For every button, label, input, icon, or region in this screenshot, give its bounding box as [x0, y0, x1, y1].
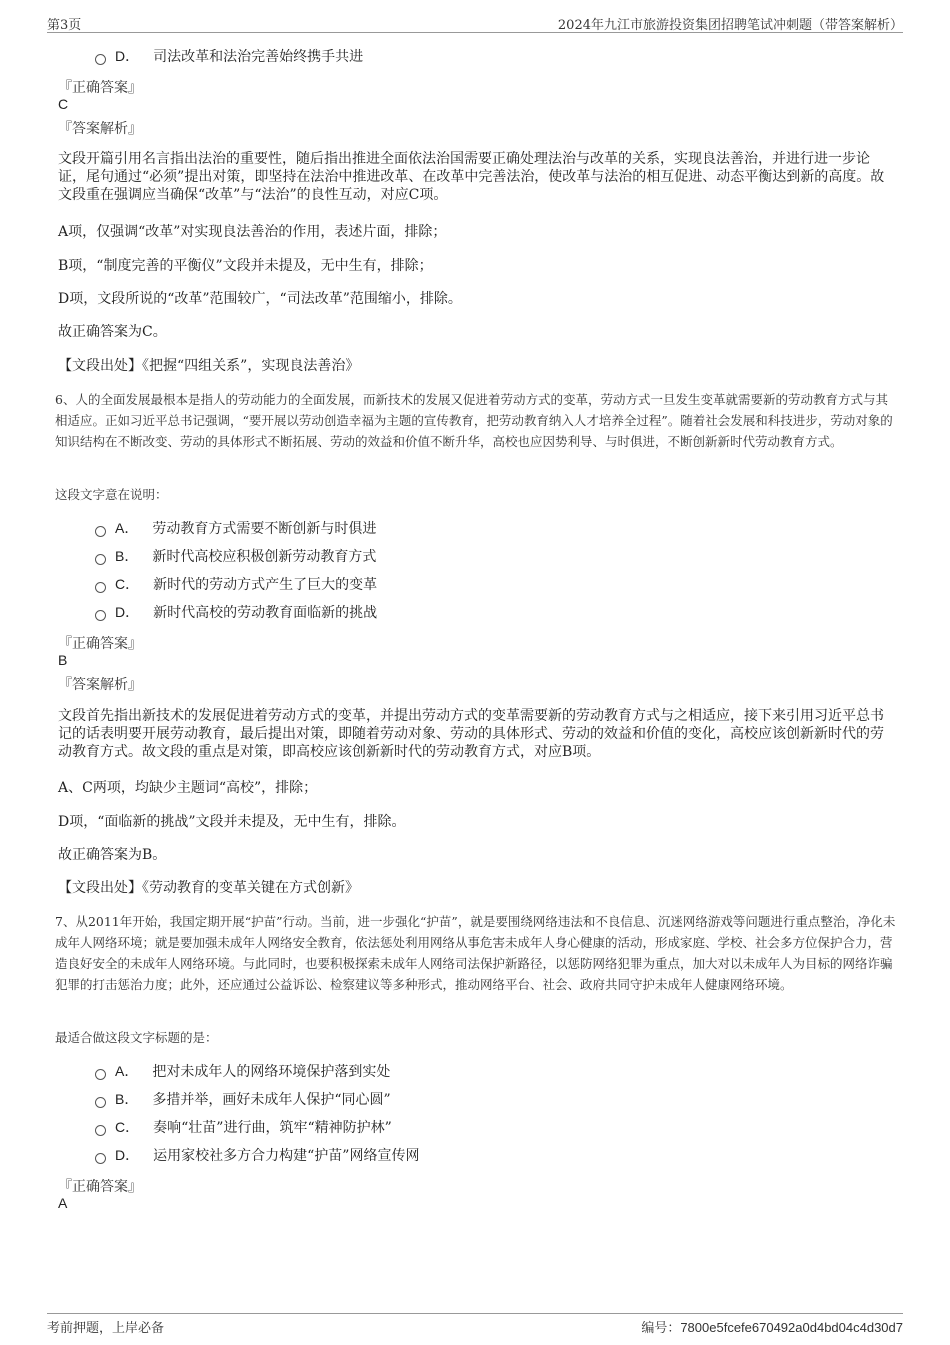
q5-answer: C	[58, 96, 69, 112]
q6-option-a[interactable]: A． 劳动教育方式需要不断创新与时俱进	[95, 517, 376, 539]
q6-analysis-label: 『答案解析』	[58, 677, 142, 693]
radio-icon[interactable]	[95, 1097, 106, 1108]
page-number: 第3页	[47, 18, 82, 33]
q5-item-d: D项，文段所说的“改革”范围较广，“司法改革”范围缩小，排除。	[58, 291, 462, 307]
q5-item-a: A项，仅强调“改革”对实现良法善治的作用，表述片面，排除；	[58, 224, 447, 240]
page-footer	[47, 1313, 903, 1336]
radio-icon[interactable]	[95, 526, 106, 537]
radio-icon[interactable]	[95, 1125, 106, 1136]
document-code: 编号：7800e5fcefe670492a0d4bd04c4d30d7	[641, 1320, 903, 1335]
radio-icon[interactable]	[95, 54, 106, 65]
q6-analysis: 文段首先指出新技术的发展促进着劳动方式的变革，并提出劳动方式的变革需要新的劳动教育方式与之相适应，接下来引用习近平总书记的话表明要开展劳动教育，最后提出对策，即随着劳动对象、劳动的具体形式、劳动的效益和价值的变化，高校应该创新新时代的劳动教育方式。故文段的重点是对策，即高校应该创新新时代的劳动教育方式，对应B项。	[58, 708, 884, 760]
q6-option-d[interactable]: D． 新时代高校的劳动教育面临新的挑战	[95, 601, 377, 623]
q5-answer-label: 『正确答案』	[58, 80, 142, 96]
q7-answer: A	[58, 1195, 68, 1211]
q6-option-b[interactable]: B． 新时代高校应积极创新劳动教育方式	[95, 545, 376, 567]
q7-option-a[interactable]: A． 把对未成年人的网络环境保护落到实处	[95, 1060, 390, 1082]
footer-slogan: 考前押题，上岸必备	[47, 1321, 165, 1336]
q5-option-d[interactable]: D． 司法改革和法治完善始终携手共进	[95, 45, 363, 67]
q7-option-b[interactable]: B． 多措并举，画好未成年人保护“同心圆”	[95, 1088, 391, 1110]
q7-option-c[interactable]: C． 奏响“壮苗”进行曲，筑牢“精神防护林”	[95, 1116, 392, 1138]
q6-answer-label: 『正确答案』	[58, 636, 142, 652]
q6-item-d: D项，“面临新的挑战”文段并未提及，无中生有，排除。	[58, 814, 406, 830]
q6-option-c[interactable]: C． 新时代的劳动方式产生了巨大的变革	[95, 573, 377, 595]
radio-icon[interactable]	[95, 1153, 106, 1164]
q7-question: 最适合做这段文字标题的是：	[55, 1030, 218, 1045]
q6-conclusion: 故正确答案为B。	[58, 847, 167, 863]
q5-conclusion: 故正确答案为C。	[58, 324, 167, 340]
q5-source: 【文段出处】《把握“四组关系”，实现良法善治》	[58, 358, 360, 374]
q7-stem: 7、从2011年开始，我国定期开展“护苗”行动。当前，进一步强化“护苗”，就是要围绕网络违法和不良信息、沉迷网络游戏等问题进行重点整治，净化未成年人网络环境；就是要加强未成年人网络安全教育，依法惩处利用网络从事危害未成年人身心健康的活动，形成家庭、学校、社会多方位保护合力，营造良好安全的未成年人网络环境。与此同时，也要积极探索未成年人网络司法保护新路径，以惩防网络犯罪为重点，加大对以未成年人为目标的网络诈骗犯罪的打击惩治力度；此外，还应通过公益诉讼、检察建议等多种形式，推动网络平台、社会、政府共同守护未成年人健康网络环境。	[55, 914, 896, 992]
q5-item-b: B项，“制度完善的平衡仪”文段并未提及，无中生有，排除；	[58, 258, 433, 274]
q6-item-ac: A、C两项，均缺少主题词“高校”，排除；	[58, 780, 318, 796]
q6-question: 这段文字意在说明：	[55, 487, 168, 502]
radio-icon[interactable]	[95, 1069, 106, 1080]
q6-source: 【文段出处】《劳动教育的变革关键在方式创新》	[58, 880, 359, 896]
q7-answer-label: 『正确答案』	[58, 1179, 142, 1195]
q5-analysis: 文段开篇引用名言指出法治的重要性，随后指出推进全面依法治国需要正确处理法治与改革的关系，实现良法善治，并进行进一步论证，尾句通过“必须”提出对策，即坚持在法治中推进改革、在改革中完善法治，使改革与法治的相互促进、动态平衡达到新的高度。故文段重在强调应当确保“改革”与“法治”的良性互动，对应C项。	[58, 151, 885, 203]
q5-analysis-label: 『答案解析』	[58, 121, 142, 137]
q7-option-d[interactable]: D． 运用家校社多方合力构建“护苗”网络宣传网	[95, 1144, 419, 1166]
page-header	[47, 12, 903, 33]
q6-answer: B	[58, 652, 68, 668]
radio-icon[interactable]	[95, 554, 106, 565]
radio-icon[interactable]	[95, 610, 106, 621]
radio-icon[interactable]	[95, 582, 106, 593]
document-title: 2024年九江市旅游投资集团招聘笔试冲刺题（带答案解析）	[557, 18, 903, 33]
q6-stem: 6、人的全面发展最根本是指人的劳动能力的全面发展，而新技术的发展又促进着劳动方式的变革，劳动方式一旦发生变革就需要新的劳动教育方式与其相适应。正如习近平总书记强调，“要开展以劳动创造幸福为主题的宣传教育，把劳动教育纳入人才培养全过程”。随着社会发展和科技进步，劳动对象的知识结构在不断改变、劳动的具体形式不断拓展、劳动的效益和价值不断升华，高校也应因势利导、与时俱进，不断创新新时代劳动教育方式。	[55, 392, 893, 449]
